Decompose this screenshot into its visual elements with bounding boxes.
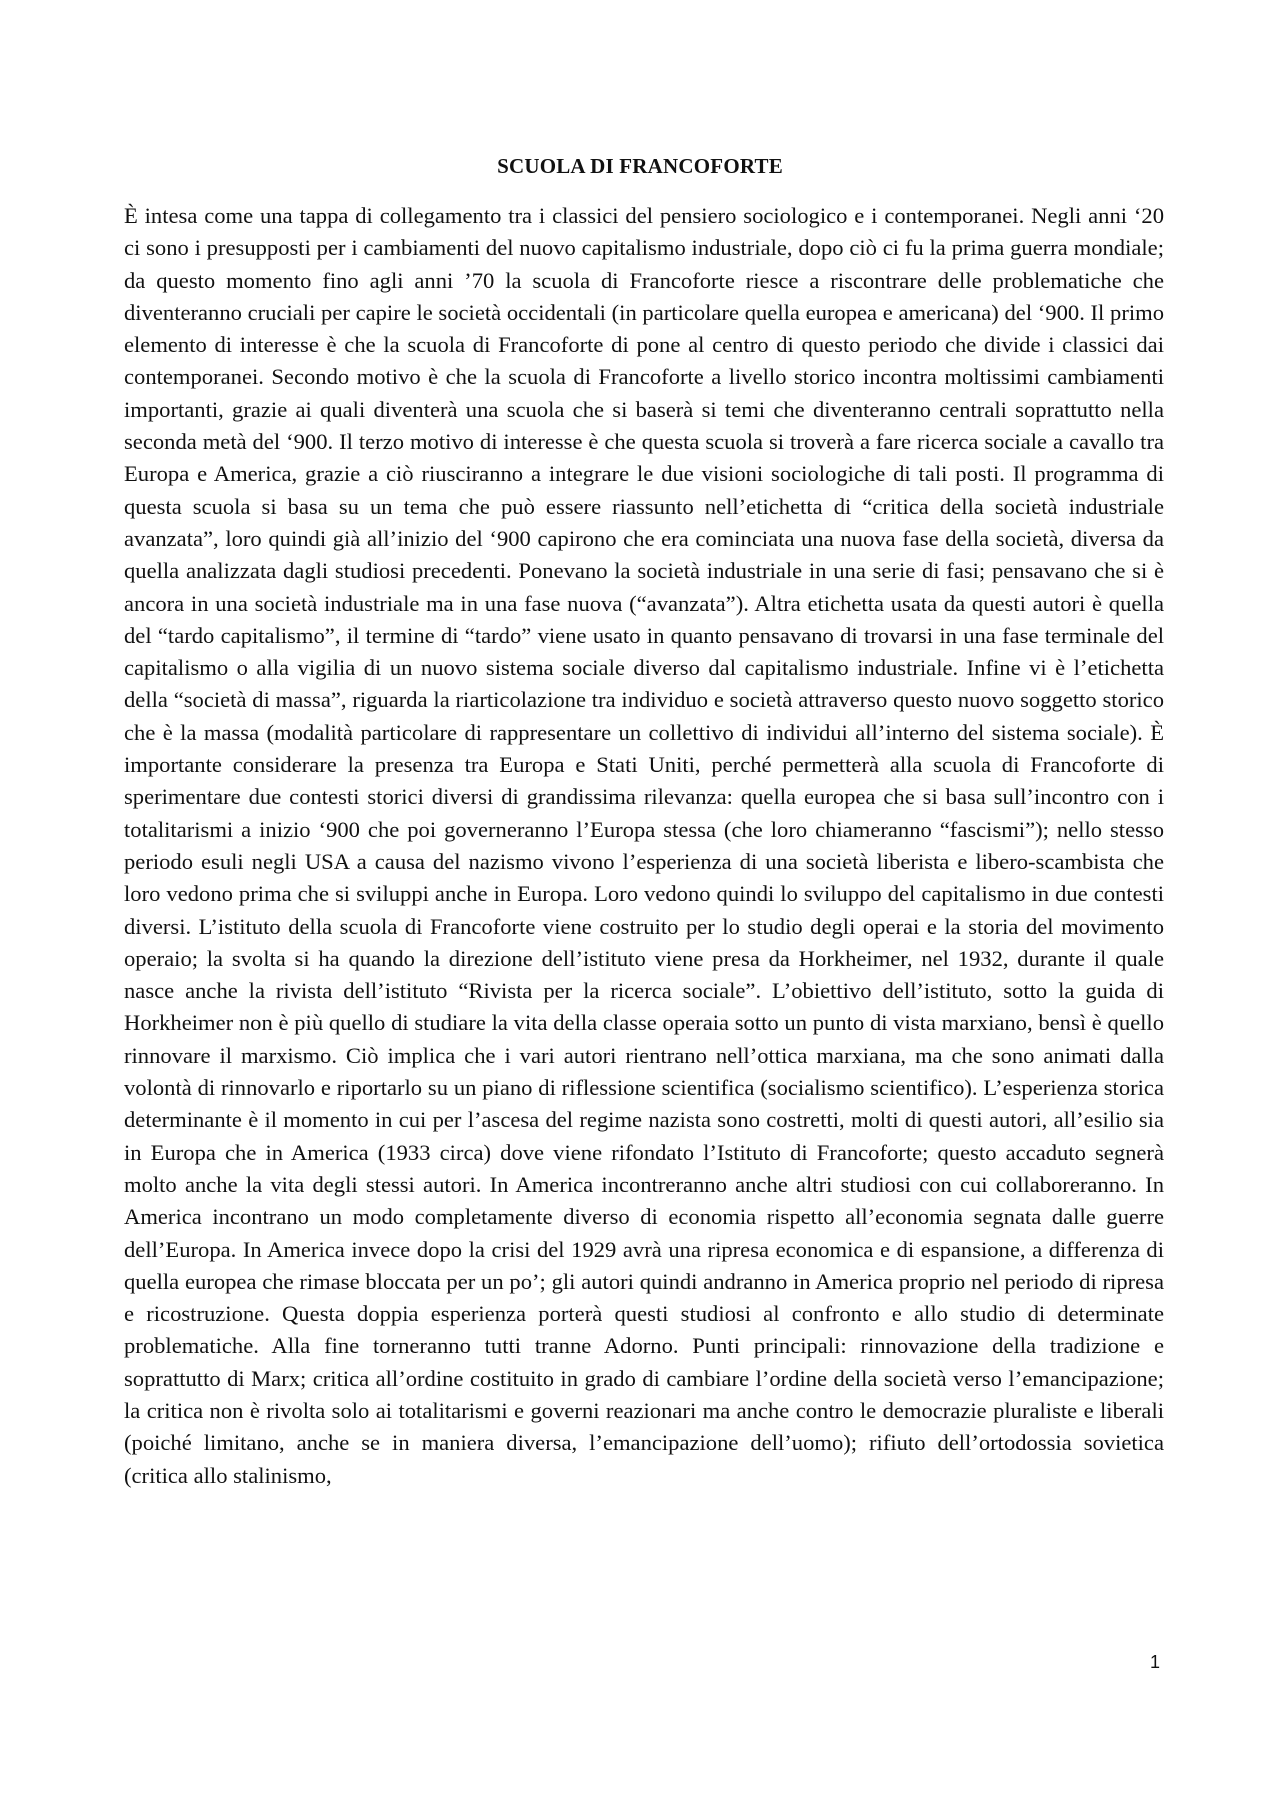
page-number: 1 <box>1149 1652 1160 1672</box>
body-paragraph: È intesa come una tappa di collegamento tra i classici del pensiero sociologico e i contemporanei. Negli anni ‘20 ci sono i presupposti per i cambiamenti del nuovo capitalismo industriale, dopo ciò ci fu la prima guerra mondiale; da questo momento fino agli anni ’70 la scuola di Francoforte riesce a riscontrare delle problematiche che diventeranno cruciali per capire le società occidentali (in particolare quella europea e americana) del ‘900. Il primo elemento di interesse è che la scuola di Francoforte di pone al centro di questo periodo che divide i classici dai contemporanei. Secondo motivo è che la scuola di Francoforte a livello storico incontra moltissimi cambiamenti importanti, grazie ai quali diventerà una scuola che si baserà si temi che diventeranno centrali soprattutto nella seconda metà del ‘900. Il terzo motivo di interesse è che questa scuola si troverà a fare ricerca sociale a cavallo tra Europa e America, grazie a ciò riusciranno a integrare le due visioni sociologiche di tali posti. Il programma di questa scuola si basa su un tema che può essere riassunto nell’etichetta di “critica della società industriale avanzata”, loro quindi già all’inizio del ‘900 capirono che era cominciata una nuova fase della società, diversa da quella analizzata dagli studiosi precedenti. Ponevano la società industriale in una serie di fasi; pensavano che si è ancora in una società industriale ma in una fase nuova (“avanzata”). Altra etichetta usata da questi autori è quella del “tardo capitalismo”, il termine di “tardo” viene usato in quanto pensavano di trovarsi in una fase terminale del capitalismo o alla vigilia di un nuovo sistema sociale diverso dal capitalismo industriale. Infine vi è l’etichetta della “società di massa”, riguarda la riarticolazione tra individuo e società attraverso questo nuovo soggetto storico che è la massa (modalità particolare di rappresentare un collettivo di individui all’interno del sistema sociale). È importante considerare la presenza tra Europa e Stati Uniti, perché permetterà alla scuola di Francoforte di sperimentare due contesti storici diversi di grandissima rilevanza: quella europea che si basa sull’incontro con i totalitarismi a inizio ‘900 che poi governeranno l’Europa stessa (che loro chiameranno “fascismi”); nello stesso periodo esuli negli USA a causa del nazismo vivono l’esperienza di una società liberista e libero-scambista che loro vedono prima che si sviluppi anche in Europa. Loro vedono quindi lo sviluppo del capitalismo in due contesti diversi. L’istituto della scuola di Francoforte viene costruito per lo studio degli operai e la storia del movimento operaio; la svolta si ha quando la direzione dell’istituto viene presa da Horkheimer, nel 1932, durante il quale nasce anche la rivista dell’istituto “Rivista per la ricerca sociale”. L’obiettivo dell’istituto, sotto la guida di Horkheimer non è più quello di studiare la vita della classe operaia sotto un punto di vista marxiano, bensì è quello rinnovare il marxismo. Ciò implica che i vari autori rientrano nell’ottica marxiana, ma che sono animati dalla volontà di rinnovarlo e riportarlo su un piano di riflessione scientifica (socialismo scientifico). L’esperienza storica determinante è il momento in cui per l’ascesa del regime nazista sono costretti, molti di questi autori, all’esilio sia in Europa che in America (1933 circa) dove viene rifondato l’Istituto di Francoforte; questo accaduto segnerà molto anche la vita degli stessi autori. In America incontreranno anche altri studiosi con cui collaboreranno. In America incontrano un modo completamente diverso di economia rispetto all’economia segnata dalle guerre dell’Europa. In America invece dopo la crisi del 1929 avrà una ripresa economica e di espansione, a differenza di quella europea che rimase bloccata per un po’; gli autori quindi andranno in America proprio nel periodo di ripresa e ricostruzione. Questa doppia esperienza porterà questi studiosi al confronto e allo studio di determinate problematiche. Alla fine torneranno tutti tranne Adorno. Punti principali: rinnovazione della tradizione e soprattutto di Marx; critica all’ordine costituito in grado di cambiare l’ordine della società verso l’emancipazione; la critica non è rivolta solo ai totalitarismi e governi reazionari ma anche contro le democrazie pluraliste e liberali (poiché limitano, anche se in maniera diversa, l’emancipazione dell’uomo); rifiuto dell’ortodossia sovietica (critica allo stalinismo, <box>124 203 1164 1488</box>
document-title: SCUOLA DI FRANCOFORTE <box>497 154 783 178</box>
